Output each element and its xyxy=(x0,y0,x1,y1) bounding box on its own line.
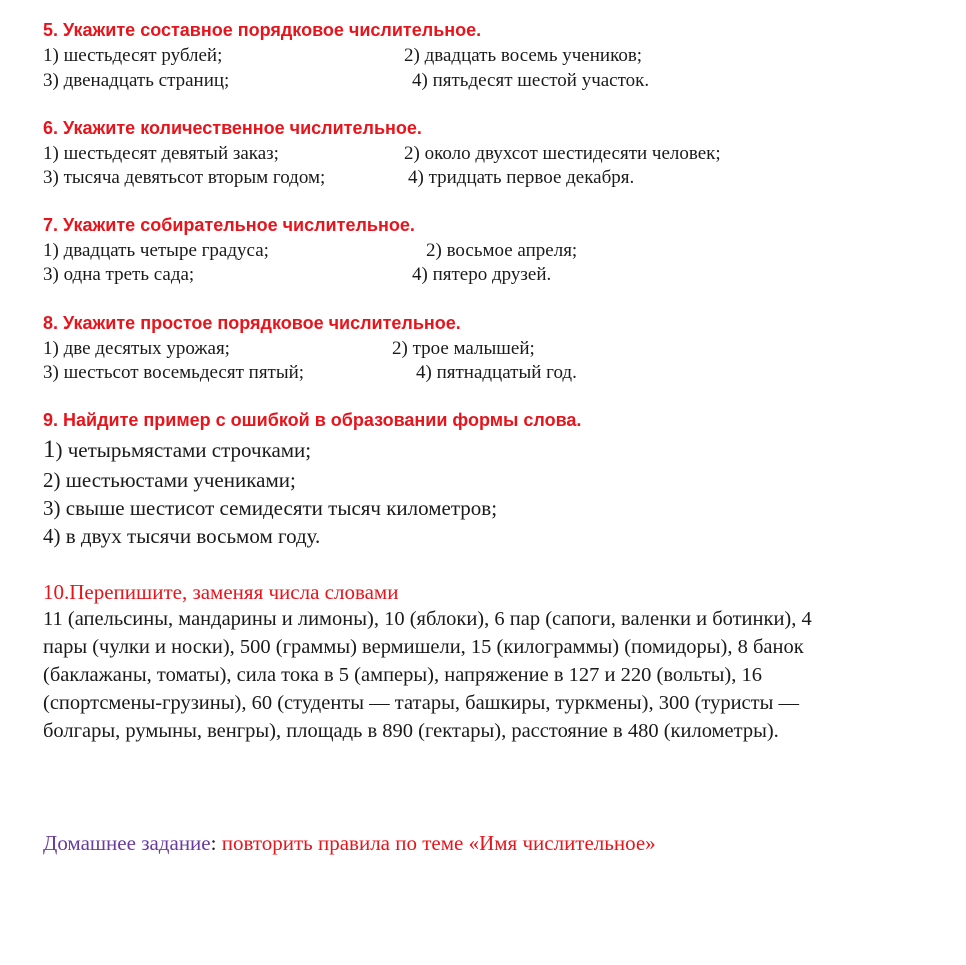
question-5-option-4: 4) пятьдесят шестой участок. xyxy=(412,70,650,91)
question-9-option-1-number: 1 xyxy=(43,436,56,463)
task-10-title: 10.Перепишите, заменяя числа словами xyxy=(43,580,399,604)
question-5-option-2: 2) двадцать восемь учеников; xyxy=(404,45,643,66)
homework-label: Домашнее задание xyxy=(43,831,211,855)
question-6-option-4: 4) тридцать первое декабря. xyxy=(408,167,635,188)
question-8-option-4: 4) пятнадцатый год. xyxy=(416,362,577,383)
question-9-option-2: 2) шестьюстами учениками; xyxy=(43,468,296,492)
task-10-line-1: 11 (апельсины, мандарины и лимоны), 10 (яблоки), 6 пар (сапоги, валенки и ботинки), 4 xyxy=(43,608,812,630)
question-6-option-3: 3) тысяча девятьсот вторым годом; xyxy=(43,167,326,188)
question-5-option-3: 3) двенадцать страниц; xyxy=(43,70,230,91)
task-10-line-5: болгары, румыны, венгры), площадь в 890 (гектары), расстояние в 480 (километры). xyxy=(43,720,779,742)
question-7-option-3: 3) одна треть сада; xyxy=(43,264,195,285)
question-6-option-2: 2) около двухсот шестидесяти человек; xyxy=(404,143,721,164)
homework-task: повторить правила по теме «Имя числительное» xyxy=(221,831,656,855)
question-9-option-1 xyxy=(43,436,311,464)
homework xyxy=(43,831,656,856)
question-6-option-1: 1) шестьдесят девятый заказ; xyxy=(43,143,279,164)
question-9-title: 9. Найдите пример с ошибкой в образовании формы слова. xyxy=(43,410,582,430)
task-10-line-2: пары (чулки и носки), 500 (граммы) вермишели, 15 (килограммы) (помидоры), 8 банок xyxy=(43,636,804,658)
task-10-line-3: (баклажаны, томаты), сила тока в 5 (амперы), напряжение в 127 и 220 (вольты), 16 xyxy=(43,664,762,686)
question-8-title: 8. Укажите простое порядковое числительное. xyxy=(43,313,461,333)
question-7-option-1: 1) двадцать четыре градуса; xyxy=(43,240,269,261)
question-9-option-1-text: ) четырьмястами строчками; xyxy=(55,438,312,462)
question-5-option-1: 1) шестьдесят рублей; xyxy=(43,45,223,66)
question-9-option-4: 4) в двух тысячи восьмом году. xyxy=(43,524,321,548)
question-8-option-2: 2) трое малышей; xyxy=(392,338,535,359)
question-8-option-1: 1) две десятых урожая; xyxy=(43,338,230,359)
homework-colon: : xyxy=(210,831,222,855)
question-7-option-4: 4) пятеро друзей. xyxy=(412,264,552,285)
question-6-title: 6. Укажите количественное числительное. xyxy=(43,118,422,138)
question-7-option-2: 2) восьмое апреля; xyxy=(426,240,578,261)
task-10-line-4: (спортсмены-грузины), 60 (студенты — татары, башкиры, туркмены), 300 (туристы — xyxy=(43,692,800,714)
question-7-title: 7. Укажите собирательное числительное. xyxy=(43,215,415,235)
question-9-option-3: 3) свыше шестисот семидесяти тысяч километров; xyxy=(43,496,498,520)
question-5-title: 5. Укажите составное порядковое числительное. xyxy=(43,20,482,40)
question-8-option-3: 3) шестьсот восемьдесят пятый; xyxy=(43,362,305,383)
